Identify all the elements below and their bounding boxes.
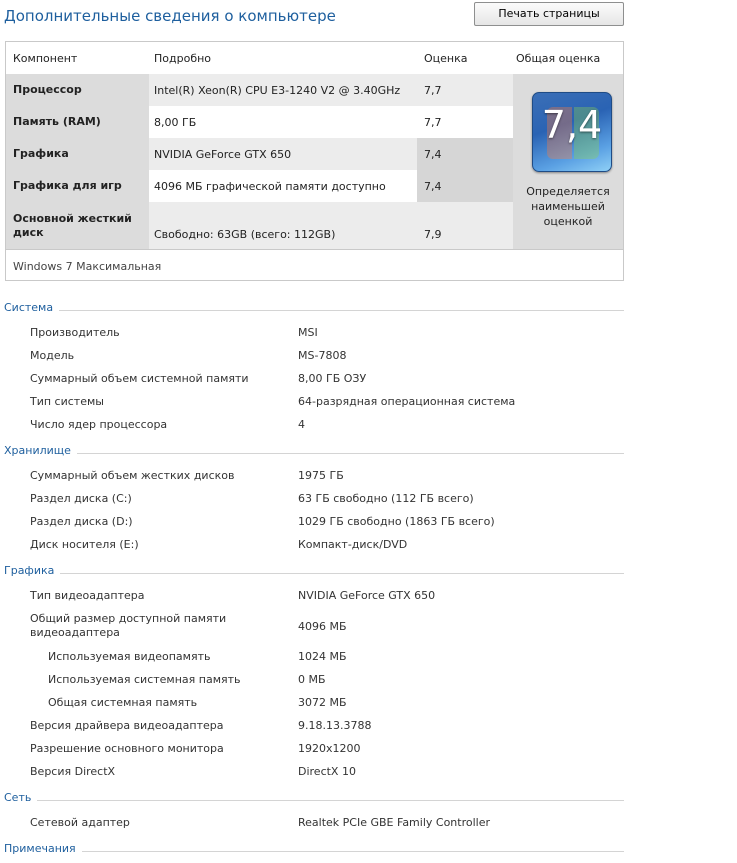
component-score: 7,4 — [417, 138, 513, 170]
info-value: MS-7808 — [298, 349, 347, 362]
table-row — [6, 106, 513, 138]
section-title: Сеть — [4, 791, 37, 804]
component-details: 4096 МБ графической памяти доступно — [149, 170, 417, 202]
column-header-component: Компонент — [13, 52, 78, 65]
section-divider — [4, 310, 624, 311]
info-label: Число ядер процессора — [30, 418, 168, 431]
info-label: Тип видеоадаптера — [30, 589, 145, 602]
section-header-storage — [4, 444, 624, 460]
info-label: Общий размер доступной памяти видеоадаптера — [30, 612, 227, 639]
component-details: NVIDIA GeForce GTX 650 — [149, 138, 417, 170]
component-name: Процессор — [6, 74, 149, 106]
info-label: Диск носителя (E:) — [30, 538, 139, 551]
section-header-network — [4, 791, 624, 807]
info-value: 1029 ГБ свободно (1863 ГБ всего) — [298, 515, 495, 528]
info-value: MSI — [298, 326, 318, 339]
overall-score: 7,4 — [541, 103, 603, 147]
column-header-score: Оценка — [424, 52, 468, 65]
section-divider — [4, 851, 624, 852]
section-header-notes — [4, 842, 624, 858]
score-table — [5, 41, 624, 281]
info-label: Раздел диска (D:) — [30, 515, 133, 528]
info-value: 1920x1200 — [298, 742, 361, 755]
component-name: Основной жесткий диск — [6, 202, 149, 250]
info-label: Разрешение основного монитора — [30, 742, 224, 755]
info-value: 1024 МБ — [298, 650, 347, 663]
info-label: Производитель — [30, 326, 120, 339]
component-score: 7,7 — [417, 74, 513, 106]
info-value: 0 МБ — [298, 673, 326, 686]
info-value: 8,00 ГБ ОЗУ — [298, 372, 367, 385]
info-label: Используемая видеопамять — [48, 650, 211, 663]
windows-experience-badge-icon — [532, 92, 612, 172]
section-title: Графика — [4, 564, 60, 577]
info-label: Версия DirectX — [30, 765, 116, 778]
info-label: Используемая системная память — [48, 673, 241, 686]
info-label: Суммарный объем системной памяти — [30, 372, 249, 385]
section-divider — [4, 453, 624, 454]
info-value: 4 — [298, 418, 305, 431]
column-header-details: Подробно — [154, 52, 212, 65]
table-row — [6, 74, 513, 106]
info-label: Суммарный объем жестких дисков — [30, 469, 235, 482]
page-title: Дополнительные сведения о компьютере — [4, 7, 336, 25]
info-label: Раздел диска (C:) — [30, 492, 132, 505]
component-name: Память (RAM) — [6, 106, 149, 138]
component-name: Графика для игр — [6, 170, 149, 202]
divider — [6, 249, 623, 250]
info-value: 63 ГБ свободно (112 ГБ всего) — [298, 492, 474, 505]
score-table-header — [6, 42, 513, 74]
section-header-system — [4, 301, 624, 317]
section-divider — [4, 800, 624, 801]
component-details: Intel(R) Xeon(R) CPU E3-1240 V2 @ 3.40GHz — [149, 74, 417, 106]
info-label: Общая системная память — [48, 696, 198, 709]
info-label: Модель — [30, 349, 75, 362]
component-details: Свободно: 63GB (всего: 112GB) — [149, 202, 417, 250]
os-edition: Windows 7 Максимальная — [13, 260, 162, 273]
section-title: Примечания — [4, 842, 82, 855]
overall-caption: Определяется наименьшей оценкой — [526, 185, 610, 228]
info-label: Тип системы — [30, 395, 104, 408]
component-score: 7,7 — [417, 106, 513, 138]
info-value: 3072 МБ — [298, 696, 347, 709]
info-value: 64-разрядная операционная система — [298, 395, 516, 408]
section-title: Система — [4, 301, 59, 314]
print-page-button[interactable]: Печать страницы — [474, 2, 624, 26]
table-row — [6, 138, 513, 170]
table-row — [6, 170, 513, 202]
component-details: 8,00 ГБ — [149, 106, 417, 138]
component-score: 7,9 — [417, 202, 513, 250]
info-label: Версия драйвера видеоадаптера — [30, 719, 224, 732]
overall-score-panel — [513, 74, 623, 250]
info-value: NVIDIA GeForce GTX 650 — [298, 589, 436, 602]
info-value: 9.18.13.3788 — [298, 719, 372, 732]
info-value: Компакт-диск/DVD — [298, 538, 408, 551]
info-value: 4096 МБ — [298, 620, 347, 633]
info-value: 1975 ГБ — [298, 469, 344, 482]
section-title: Хранилище — [4, 444, 77, 457]
section-divider — [4, 573, 624, 574]
info-value: DirectX 10 — [298, 765, 356, 778]
section-header-graphics — [4, 564, 624, 580]
column-header-overall: Общая оценка — [516, 52, 601, 65]
component-score: 7,4 — [417, 170, 513, 202]
info-label: Сетевой адаптер — [30, 816, 130, 829]
table-row — [6, 202, 513, 250]
info-value: Realtek PCIe GBE Family Controller — [298, 816, 491, 829]
component-name: Графика — [6, 138, 149, 170]
